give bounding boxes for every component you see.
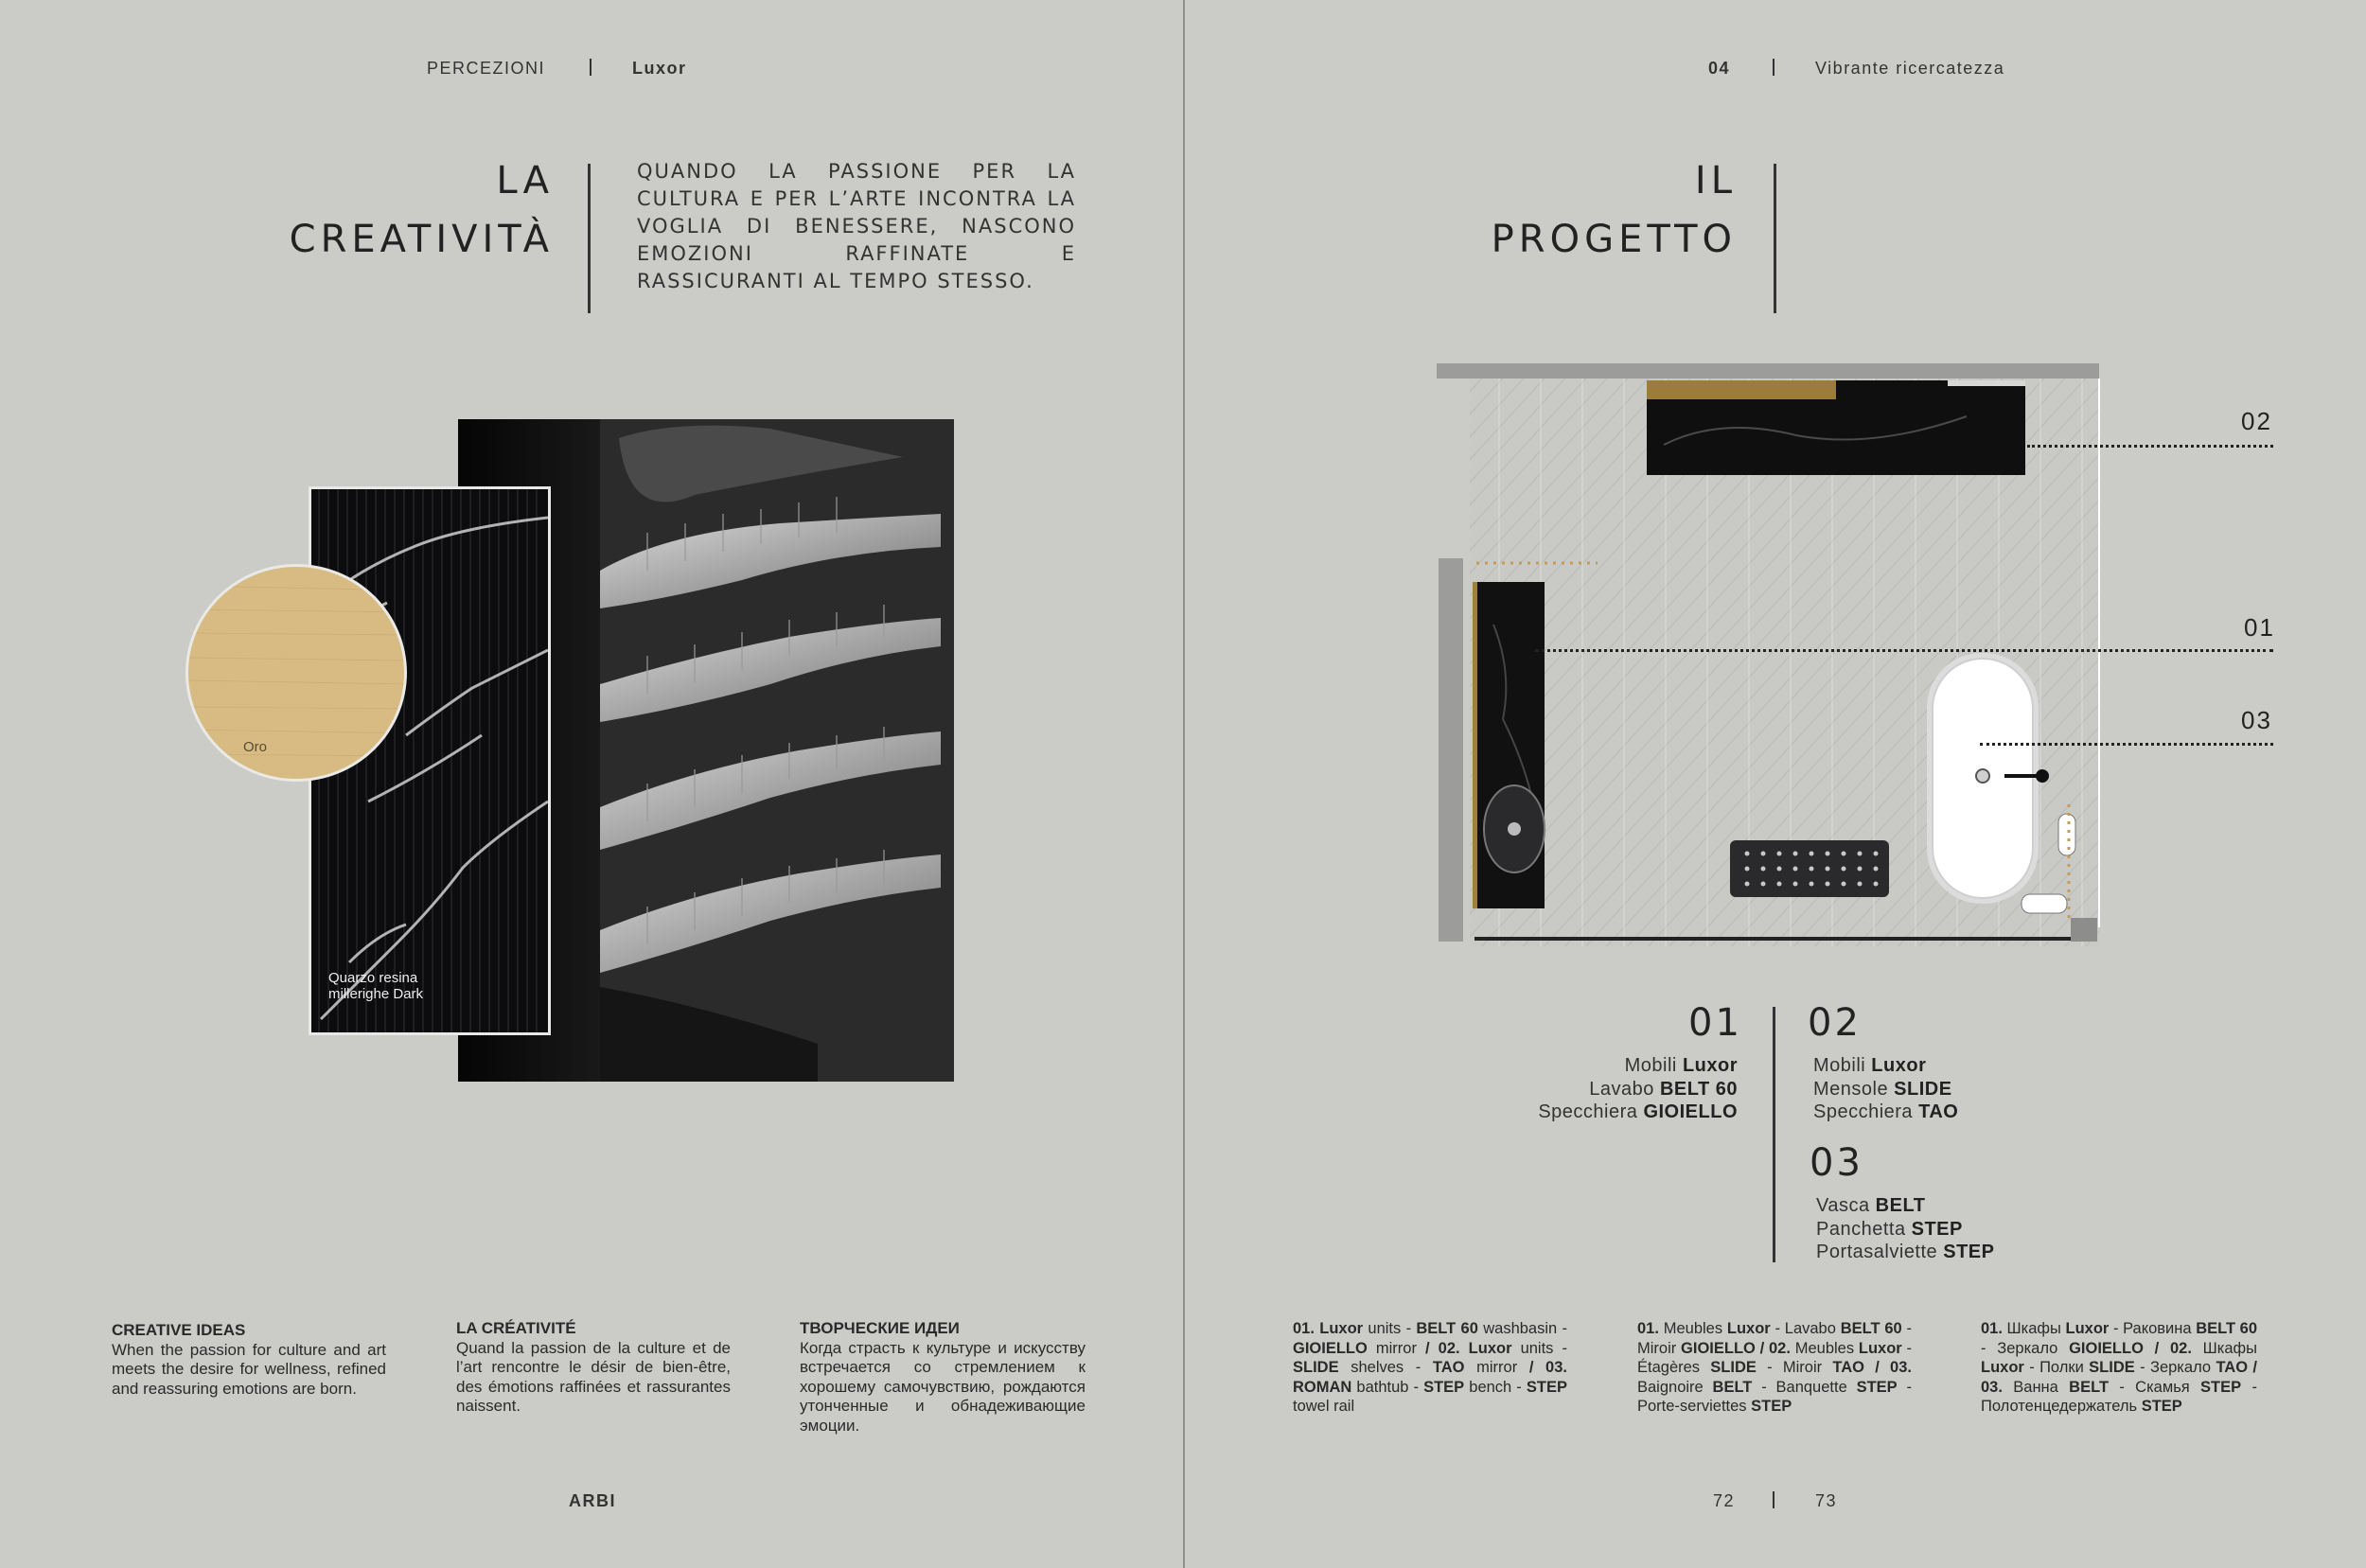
- product-text: Meubles: [1658, 1320, 1727, 1337]
- product-name: TAO: [1832, 1359, 1864, 1376]
- header-collection: Luxor: [632, 59, 687, 78]
- product-text: mirror: [1367, 1339, 1426, 1357]
- product-name: / 03.: [1981, 1359, 2257, 1396]
- spread-gutter: [1183, 0, 1185, 1568]
- product-text: - Lavabo: [1770, 1320, 1841, 1337]
- product-name: / 02. Luxor: [1425, 1339, 1512, 1357]
- product-text: - Banquette: [1752, 1378, 1857, 1396]
- product-name: STEP: [1526, 1378, 1567, 1396]
- product-name: SLIDE: [1710, 1359, 1757, 1376]
- product-text: - Зеркало: [2134, 1359, 2216, 1376]
- product-name: BELT 60: [2196, 1320, 2258, 1337]
- product-text: Шкафы: [2191, 1339, 2257, 1357]
- product-name: BELT 60: [1416, 1320, 1478, 1337]
- header-separator: [590, 59, 592, 76]
- product-text: - Miroir: [1637, 1320, 1912, 1357]
- project-list-rule: [1773, 1007, 1775, 1262]
- translation-ru: ТВОРЧЕСКИЕ ИДЕИ Когда страсть к культуре и искусству встречается со стремлением к хорошему самочувствию, рождаются утонченные и обнадеживающие эмоции.: [800, 1319, 1086, 1435]
- product-text: - Раковина: [2109, 1320, 2197, 1337]
- product-text: - Полки: [2023, 1359, 2090, 1376]
- product-text: - Étagères: [1637, 1339, 1912, 1376]
- product-translation-fr: [1637, 1319, 1912, 1417]
- product-name: BELT 60: [1840, 1320, 1902, 1337]
- product-name: / 03. ROMAN: [1293, 1359, 1567, 1396]
- leader-02: [2027, 445, 2273, 448]
- product-name: STEP: [1856, 1378, 1898, 1396]
- product-text: washbasin -: [1477, 1320, 1568, 1337]
- translation-en: CREATIVE IDEAS When the passion for culture and art meets the desire for wellness, refined and reassuring emotions are born.: [112, 1321, 386, 1398]
- leader-01: [1535, 649, 2273, 652]
- project-title-rule: [1774, 164, 1776, 313]
- product-name: GIOIELLO: [1293, 1339, 1368, 1357]
- product-name: / 03.: [1863, 1359, 1912, 1376]
- product-name: BELT: [2069, 1378, 2110, 1396]
- header-section: PERCEZIONI: [427, 59, 546, 78]
- wood-swatch: [185, 564, 407, 782]
- project-02-list: Mobili Luxor Mensole SLIDE Specchiera TAO: [1813, 1055, 1959, 1122]
- product-name: STEP: [2200, 1378, 2242, 1396]
- translation-fr: LA CRÉATIVITÉ Quand la passion de la culture et de l’art rencontre le désir de bien-être, des émotions raffinées et rassurantes naissent.: [456, 1319, 731, 1415]
- product-name: 01. Luxor: [1293, 1320, 1364, 1337]
- header-number: 04: [1708, 59, 1731, 78]
- product-name: Luxor: [1858, 1339, 1902, 1357]
- wood-label: Oro: [243, 739, 268, 755]
- product-text: units -: [1363, 1320, 1417, 1337]
- header-separator-right: [1773, 59, 1774, 76]
- product-text: shelves -: [1338, 1359, 1433, 1376]
- product-text: Шкафы: [2002, 1320, 2066, 1337]
- project-01-list: Mobili Luxor Lavabo BELT 60 Specchiera GIOIELLO: [1538, 1055, 1738, 1122]
- project-03-number: 03: [1810, 1141, 1863, 1185]
- product-name: 01.: [1981, 1320, 2003, 1337]
- product-translation-en: [1293, 1319, 1567, 1417]
- project-01-number: 01: [1688, 1001, 1742, 1045]
- product-text: Ванна: [2002, 1378, 2070, 1396]
- page-title: LA CREATIVITÀ: [289, 159, 554, 261]
- stone-label: Quarzo resina millerighe Dark: [328, 970, 424, 1002]
- intro-text: QUANDO LA PASSIONE PER LA CULTURA E PER L’ARTE INCONTRA LA VOGLIA DI BENESSERE, NASCONO EMOZIONI RAFFINATE E RASSICURANTI AL TEMPO STESSO.: [637, 160, 1076, 292]
- product-text: - Полотенцедержатель: [1981, 1378, 2257, 1415]
- product-name: Luxor: [2065, 1320, 2110, 1337]
- product-text: Meubles: [1790, 1339, 1859, 1357]
- folio-brand: ARBI: [569, 1491, 616, 1510]
- product-name: GIOIELLO / 02.: [1681, 1339, 1791, 1357]
- folio-left-number: 72: [1713, 1491, 1736, 1510]
- project-02-number: 02: [1808, 1001, 1862, 1045]
- plan-label-02: 02: [2241, 407, 2272, 435]
- product-name: Luxor: [1726, 1320, 1771, 1337]
- project-title: IL PROGETTO: [1491, 159, 1737, 261]
- folio-separator: [1773, 1491, 1774, 1508]
- product-text: - Скамья: [2109, 1378, 2201, 1396]
- product-text: towel rail: [1293, 1398, 1355, 1415]
- product-name: Luxor: [1981, 1359, 2024, 1376]
- product-text: Baignoire: [1637, 1378, 1713, 1396]
- header-subtitle: Vibrante ricercatezza: [1815, 59, 2005, 78]
- product-name: STEP: [1751, 1398, 1792, 1415]
- plan-label-01: 01: [2244, 613, 2275, 642]
- product-name: 01.: [1637, 1320, 1659, 1337]
- product-name: BELT: [1712, 1378, 1753, 1396]
- product-text: - Miroir: [1756, 1359, 1833, 1376]
- product-text: units -: [1511, 1339, 1567, 1357]
- product-name: TAO: [1432, 1359, 1465, 1376]
- product-name: STEP: [2141, 1398, 2182, 1415]
- plan-label-03: 03: [2241, 706, 2272, 734]
- product-name: TAO: [2216, 1359, 2249, 1376]
- product-name: GIOIELLO / 02.: [2069, 1339, 2192, 1357]
- product-text: bench -: [1464, 1378, 1527, 1396]
- product-translation-ru: [1981, 1319, 2257, 1417]
- product-name: STEP: [1423, 1378, 1465, 1396]
- product-name: SLIDE: [2089, 1359, 2135, 1376]
- title-rule: [588, 164, 591, 313]
- folio-right-number: 73: [1815, 1491, 1838, 1510]
- product-text: bathtub -: [1351, 1378, 1424, 1396]
- leader-03: [1980, 743, 2273, 746]
- product-text: - Porte-serviettes: [1637, 1378, 1912, 1415]
- product-name: SLIDE: [1293, 1359, 1339, 1376]
- product-text: mirror: [1464, 1359, 1529, 1376]
- project-03-list: Vasca BELT Panchetta STEP Portasalviette STEP: [1816, 1195, 1995, 1262]
- floor-plan: [1437, 360, 2109, 956]
- product-text: - Зеркало: [1981, 1339, 2070, 1357]
